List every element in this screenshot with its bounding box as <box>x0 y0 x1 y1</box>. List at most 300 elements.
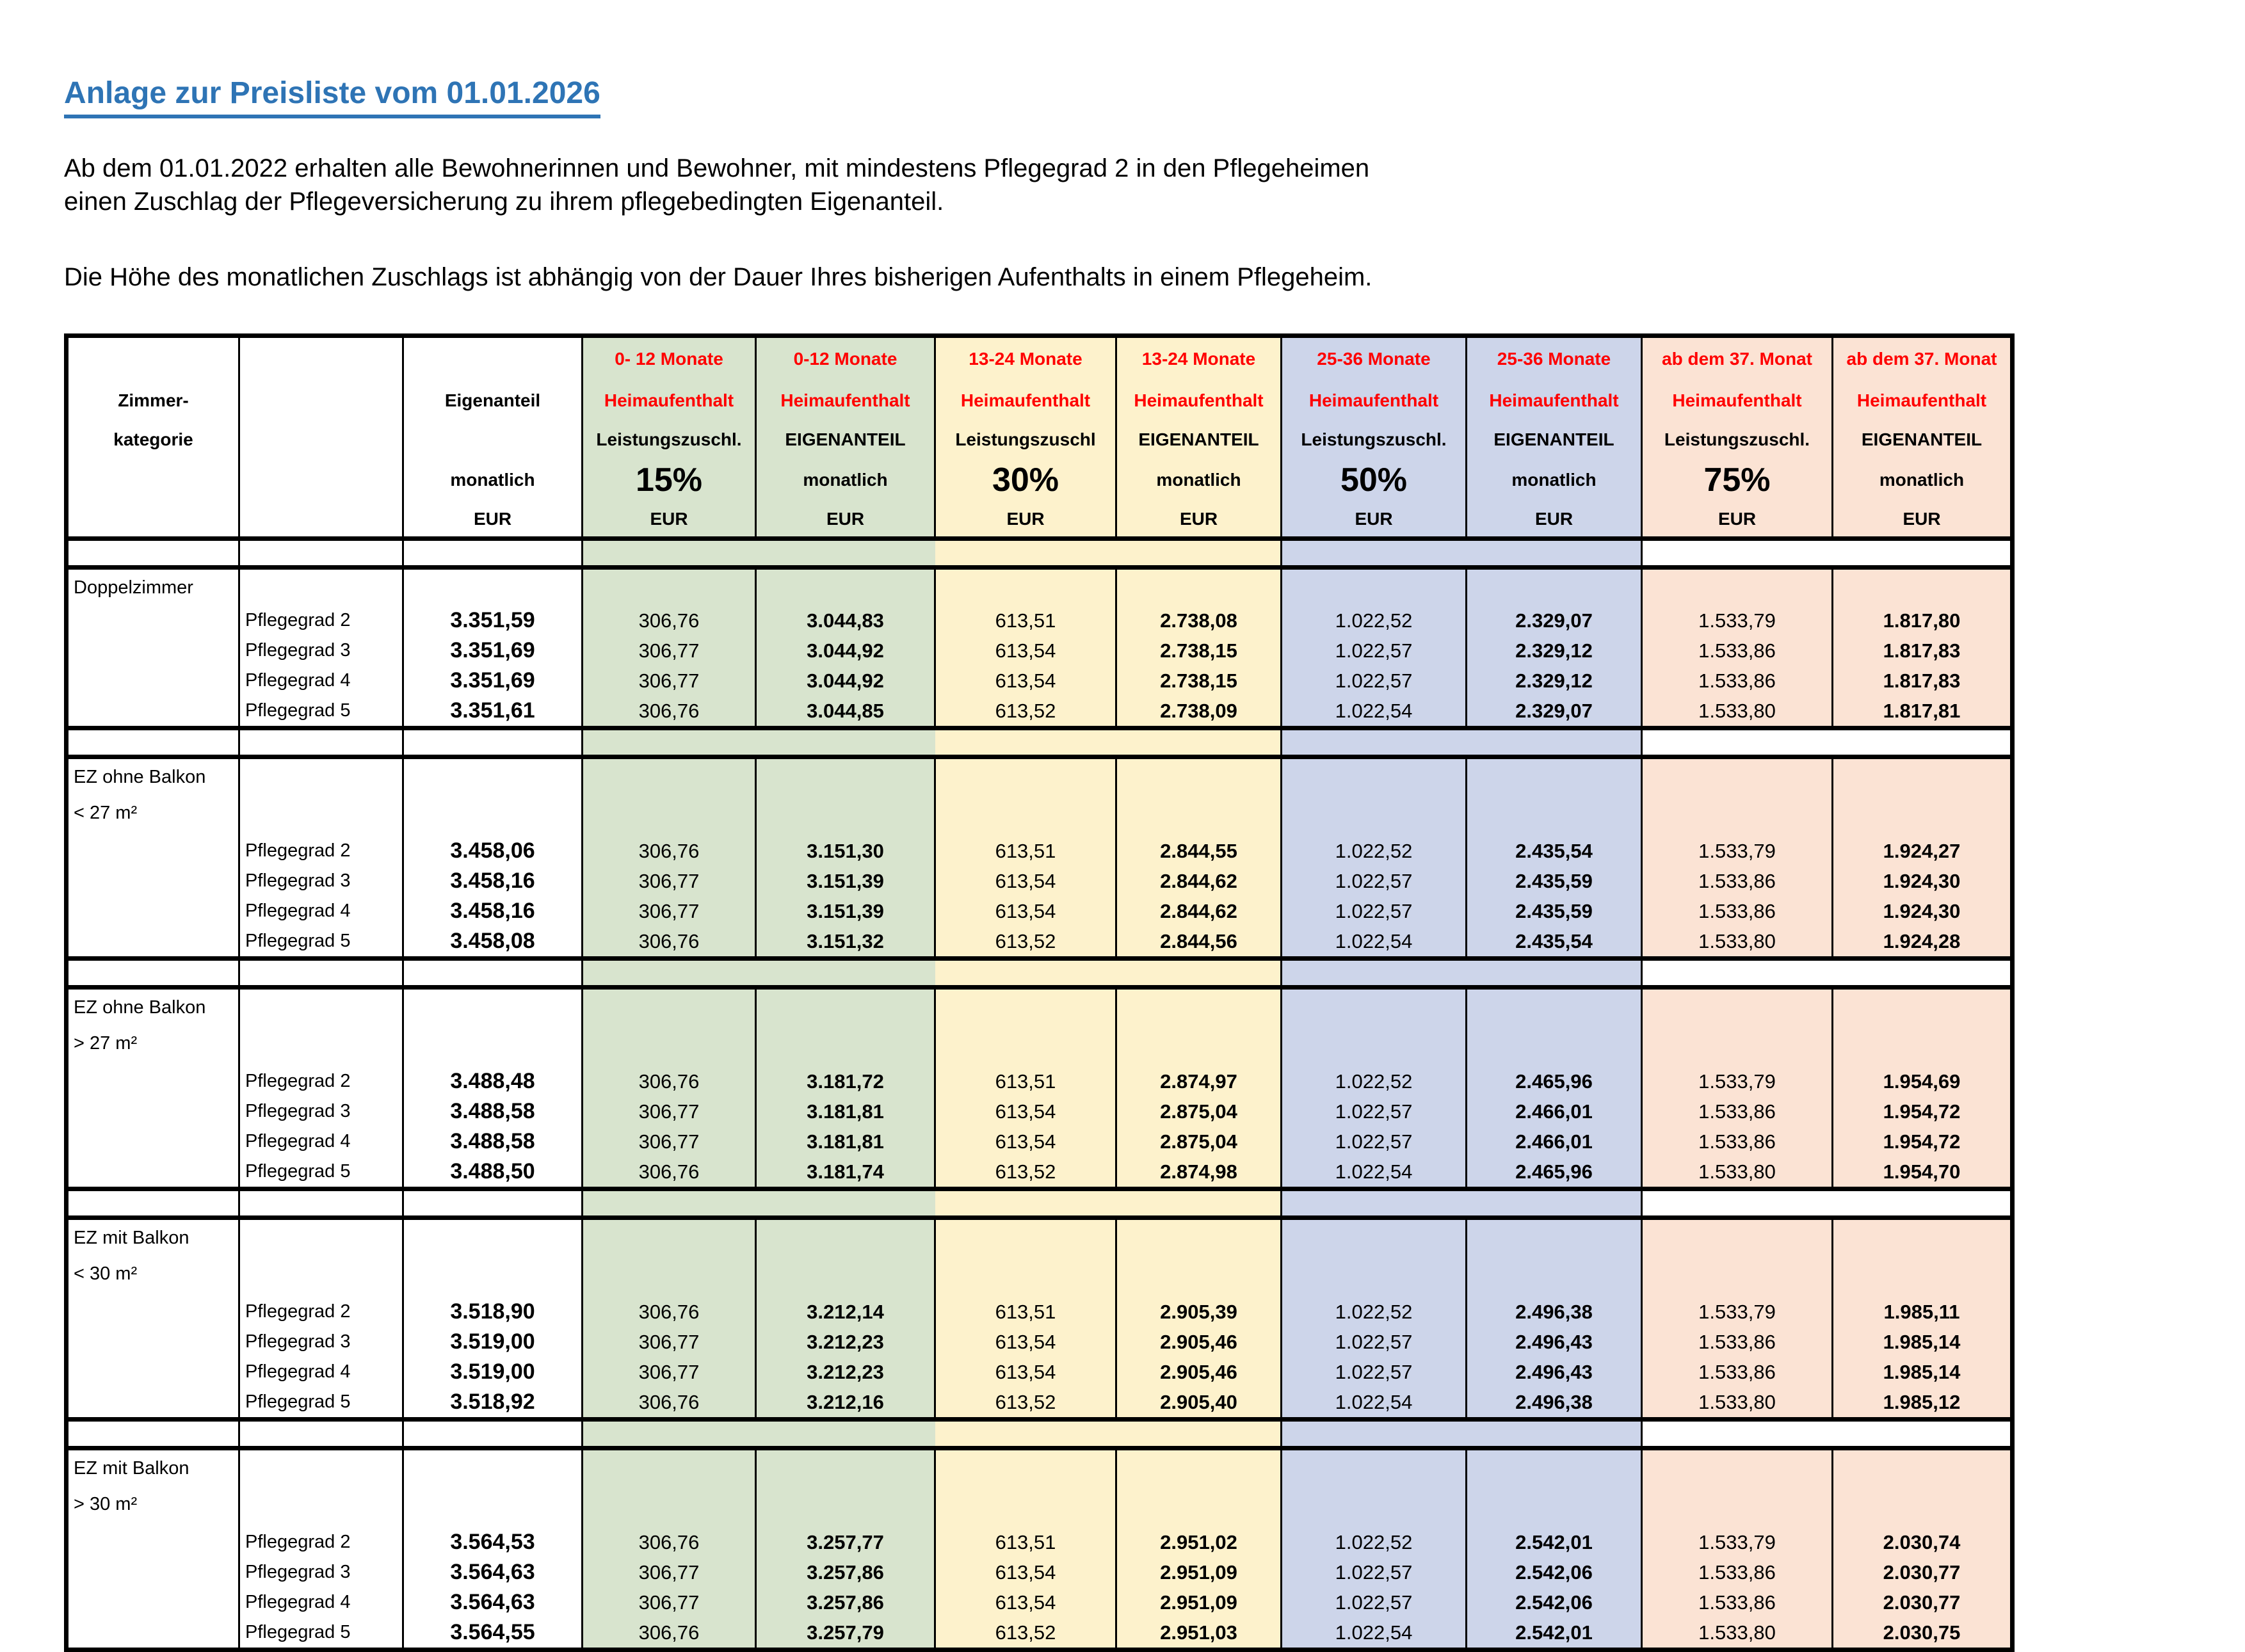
header-cell-grid <box>757 338 934 536</box>
pflegegrad-label: Pflegegrad 5 <box>245 700 351 721</box>
price-value: 2.844,62 <box>1160 900 1237 922</box>
price-value: 613,52 <box>995 930 1056 952</box>
separator-cell <box>67 1420 239 1448</box>
pflegegrad-label: Pflegegrad 3 <box>245 870 351 891</box>
price-value: 1.022,57 <box>1335 1331 1413 1353</box>
price-value: 3.044,92 <box>807 639 884 662</box>
header-cell-col6 <box>935 336 1116 539</box>
header-line-label: 13-24 Monate <box>1141 349 1256 369</box>
price-value: 2.030,74 <box>1883 1531 1961 1553</box>
separator-cell <box>67 539 239 568</box>
header-line-label: EIGENANTEIL <box>1493 429 1614 449</box>
header-line-label: monatlich <box>450 470 535 490</box>
header-line-label: Leistungszuschl. <box>1301 429 1447 449</box>
room-block-1 <box>67 568 2013 728</box>
room-category-label: EZ mit Balkon <box>74 1228 189 1248</box>
price-value: 306,76 <box>638 700 700 722</box>
values-cell-col9 <box>1467 988 1642 1189</box>
price-value: 2.951,02 <box>1160 1531 1237 1553</box>
price-value: 306,76 <box>638 1391 700 1413</box>
price-value: 2.496,43 <box>1515 1361 1593 1383</box>
price-value: 3.458,08 <box>450 929 535 953</box>
price-value: 306,77 <box>638 1361 700 1383</box>
price-value: 1.022,54 <box>1335 1160 1413 1183</box>
table-header-row <box>67 336 2013 539</box>
values-cell-col7 <box>1116 1218 1282 1420</box>
price-value: 306,76 <box>638 1301 700 1323</box>
values-cell-col9 <box>1467 1448 1642 1650</box>
values-cell-col11 <box>1833 757 2013 959</box>
separator-cell <box>239 1420 403 1448</box>
price-value: 2.738,15 <box>1160 670 1237 692</box>
price-value: 1.817,81 <box>1883 700 1961 722</box>
price-value: 3.151,39 <box>807 900 884 922</box>
price-value: 2.496,38 <box>1515 1391 1593 1413</box>
price-value: 3.212,16 <box>807 1391 884 1413</box>
price-table <box>64 333 2015 1652</box>
header-cell-grid <box>1833 338 2010 536</box>
price-value: 3.181,81 <box>807 1100 884 1123</box>
price-value: 2.951,03 <box>1160 1621 1237 1644</box>
separator-cell <box>67 728 239 757</box>
values-cell-col10 <box>1642 1218 1833 1420</box>
room-size-label: < 30 m² <box>74 1263 138 1284</box>
header-cell-col10 <box>1642 336 1833 539</box>
price-value: 3.351,59 <box>450 608 535 632</box>
price-value: 2.905,46 <box>1160 1361 1237 1383</box>
separator-cell <box>1642 539 2013 568</box>
header-percentage-label: 50% <box>1340 461 1408 499</box>
separator-cell <box>935 1189 1282 1218</box>
header-cell-col5 <box>756 336 935 539</box>
price-value: 2.542,06 <box>1515 1591 1593 1614</box>
price-value: 1.533,79 <box>1698 609 1776 632</box>
header-line-label: Heimaufenthalt <box>1134 390 1264 410</box>
values-cell-col3 <box>403 988 583 1189</box>
price-value: 1.022,52 <box>1335 609 1413 632</box>
category-cell <box>67 757 239 959</box>
price-value: 2.329,07 <box>1515 609 1593 632</box>
header-line-label: Leistungszuschl <box>955 429 1096 449</box>
pflegegrad-label: Pflegegrad 5 <box>245 1622 351 1642</box>
price-value: 1.954,70 <box>1883 1160 1961 1183</box>
header-line-label: Zimmer- <box>118 390 189 410</box>
header-line-label: EUR <box>1534 509 1573 529</box>
price-value: 1.533,79 <box>1698 1531 1776 1553</box>
category-cell <box>67 1448 239 1650</box>
grade-cell <box>239 1448 403 1650</box>
price-value: 1.924,27 <box>1883 840 1961 862</box>
price-value: 2.329,12 <box>1515 670 1593 692</box>
price-value: 3.044,92 <box>807 670 884 692</box>
price-value: 613,51 <box>995 1531 1056 1553</box>
header-cell-col4 <box>583 336 756 539</box>
pflegegrad-label: Pflegegrad 3 <box>245 640 351 661</box>
pflegegrad-label: Pflegegrad 4 <box>245 1592 351 1612</box>
price-value: 2.905,40 <box>1160 1391 1237 1413</box>
separator-cell <box>583 1189 935 1218</box>
price-value: 3.151,30 <box>807 840 884 862</box>
price-value: 1.533,86 <box>1698 670 1776 692</box>
price-value: 1.022,57 <box>1335 1561 1413 1584</box>
separator-cell <box>1282 1420 1642 1448</box>
price-value: 2.875,04 <box>1160 1100 1237 1123</box>
values-cell-col11 <box>1833 1218 2013 1420</box>
header-cell-grid <box>68 338 238 536</box>
separator-cell <box>1642 728 2013 757</box>
price-value: 2.466,01 <box>1515 1130 1593 1153</box>
grade-cell <box>239 757 403 959</box>
header-line-label: 25-36 Monate <box>1317 349 1431 369</box>
price-value: 1.022,54 <box>1335 930 1413 952</box>
header-line-label: ab dem 37. Monat <box>1662 349 1812 369</box>
price-value: 3.458,16 <box>450 899 535 923</box>
values-cell-col7 <box>1116 757 1282 959</box>
header-cell-grid <box>240 338 402 536</box>
header-line-label: EUR <box>1179 509 1218 529</box>
price-value: 1.985,11 <box>1883 1301 1960 1323</box>
price-value: 3.458,16 <box>450 869 535 893</box>
price-value: 613,52 <box>995 700 1056 722</box>
separator-cell <box>1282 539 1642 568</box>
intro-paragraph-2: Die Höhe des monatlichen Zuschlags ist abhängig von der Dauer Ihres bisherigen Aufenthalts in einem Pflegeheim. <box>64 263 1372 291</box>
price-value: 306,77 <box>638 900 700 922</box>
separator-cell <box>583 539 935 568</box>
price-value: 306,77 <box>638 670 700 692</box>
price-value: 306,76 <box>638 609 700 632</box>
values-cell-col9 <box>1467 568 1642 728</box>
values-cell-col4 <box>583 1448 756 1650</box>
grade-cell <box>239 568 403 728</box>
header-line-label: EUR <box>826 509 865 529</box>
separator-cell <box>583 1420 935 1448</box>
price-value: 1.924,28 <box>1883 930 1961 952</box>
intro-paragraph-1-line-1: Ab dem 01.01.2022 erhalten alle Bewohnerinnen und Bewohner, mit mindestens Pflegegrad 2 in den Pflegeheimen <box>64 154 1370 182</box>
price-value: 1.817,83 <box>1883 670 1961 692</box>
price-value: 1.985,12 <box>1883 1391 1961 1413</box>
price-value: 3.519,00 <box>450 1359 535 1384</box>
header-cell-grid <box>936 338 1115 536</box>
header-cell-grid <box>1282 338 1465 536</box>
separator-cell <box>1642 1420 2013 1448</box>
price-value: 1.533,80 <box>1698 1160 1776 1183</box>
price-value: 613,54 <box>995 639 1056 662</box>
header-line-label: ab dem 37. Monat <box>1846 349 1997 369</box>
header-line-label: Heimaufenthalt <box>1489 390 1619 410</box>
price-value: 1.022,57 <box>1335 670 1413 692</box>
price-value: 1.954,69 <box>1883 1070 1961 1093</box>
price-value: 613,54 <box>995 1331 1056 1353</box>
separator-cell <box>1642 1189 2013 1218</box>
pflegegrad-label: Pflegegrad 4 <box>245 901 351 921</box>
price-value: 1.533,79 <box>1698 1070 1776 1093</box>
price-value: 2.951,09 <box>1160 1561 1237 1584</box>
price-value: 3.518,92 <box>450 1390 535 1414</box>
separator-cell <box>935 539 1282 568</box>
header-line-label: 0- 12 Monate <box>615 349 723 369</box>
price-value: 3.351,61 <box>450 698 535 723</box>
pflegegrad-label: Pflegegrad 2 <box>245 1071 351 1091</box>
price-value: 3.257,86 <box>807 1561 884 1584</box>
header-cell-col2 <box>239 336 403 539</box>
price-value: 3.351,69 <box>450 668 535 693</box>
intro-paragraph-1 <box>64 152 2181 218</box>
separator-cell <box>67 1189 239 1218</box>
price-value: 1.022,57 <box>1335 1130 1413 1153</box>
price-value: 2.435,54 <box>1515 840 1593 862</box>
price-value: 3.564,63 <box>450 1560 535 1584</box>
values-cell-col9 <box>1467 757 1642 959</box>
pflegegrad-label: Pflegegrad 2 <box>245 1301 351 1322</box>
header-cell-col9 <box>1467 336 1642 539</box>
pflegegrad-label: Pflegegrad 2 <box>245 1532 351 1552</box>
price-value: 3.151,32 <box>807 930 884 952</box>
price-value: 306,77 <box>638 870 700 892</box>
separator-cell <box>239 1189 403 1218</box>
header-line-label: EUR <box>1006 509 1045 529</box>
room-size-label: > 27 m² <box>74 1033 138 1054</box>
separator-cell <box>1282 959 1642 988</box>
price-value: 2.542,01 <box>1515 1531 1593 1553</box>
values-cell-col6 <box>935 988 1116 1189</box>
header-line-label: Leistungszuschl. <box>1664 429 1810 449</box>
pflegegrad-label: Pflegegrad 4 <box>245 670 351 691</box>
category-cell <box>67 988 239 1189</box>
grade-cell <box>239 1218 403 1420</box>
values-cell-col4 <box>583 988 756 1189</box>
values-cell-col7 <box>1116 988 1282 1189</box>
values-cell-col5 <box>756 757 935 959</box>
price-value: 613,54 <box>995 870 1056 892</box>
values-cell-col5 <box>756 1448 935 1650</box>
header-line-label: EUR <box>473 509 512 529</box>
price-value: 2.738,09 <box>1160 700 1237 722</box>
price-value: 3.257,79 <box>807 1621 884 1644</box>
price-value: 3.488,48 <box>450 1069 535 1093</box>
price-value: 1.533,80 <box>1698 700 1776 722</box>
header-line-label: Heimaufenthalt <box>960 390 1091 410</box>
price-value: 2.329,12 <box>1515 639 1593 662</box>
price-value: 3.351,69 <box>450 638 535 662</box>
header-line-label: EIGENANTEIL <box>1861 429 1983 449</box>
price-value: 2.738,08 <box>1160 609 1237 632</box>
price-value: 1.533,79 <box>1698 840 1776 862</box>
pflegegrad-label: Pflegegrad 2 <box>245 840 351 861</box>
price-value: 613,54 <box>995 1591 1056 1614</box>
header-cell-col11 <box>1833 336 2013 539</box>
price-value: 1.533,86 <box>1698 900 1776 922</box>
header-line-label: 13-24 Monate <box>969 349 1082 369</box>
header-line-label: kategorie <box>113 429 193 449</box>
header-line-label: EUR <box>650 509 688 529</box>
intro-paragraph-1-line-2: einen Zuschlag der Pflegeversicherung zu ihrem pflegebedingten Eigenanteil. <box>64 188 944 216</box>
price-value: 2.844,56 <box>1160 930 1237 952</box>
price-value: 306,77 <box>638 1561 700 1584</box>
price-value: 1.533,79 <box>1698 1301 1776 1323</box>
price-value: 613,52 <box>995 1391 1056 1413</box>
header-cell-col1 <box>67 336 239 539</box>
header-line-label: EIGENANTEIL <box>785 429 906 449</box>
price-value: 3.458,06 <box>450 838 535 863</box>
price-value: 1.817,83 <box>1883 639 1961 662</box>
price-value: 613,52 <box>995 1621 1056 1644</box>
price-value: 306,76 <box>638 930 700 952</box>
header-line-label: Heimaufenthalt <box>1856 390 1987 410</box>
price-value: 613,54 <box>995 670 1056 692</box>
price-value: 306,76 <box>638 1160 700 1183</box>
price-value: 2.435,54 <box>1515 930 1593 952</box>
room-size-label: > 30 m² <box>74 1494 138 1514</box>
price-value: 3.257,86 <box>807 1591 884 1614</box>
price-value: 1.533,80 <box>1698 1621 1776 1644</box>
price-value: 2.844,62 <box>1160 870 1237 892</box>
price-value: 3.181,81 <box>807 1130 884 1153</box>
price-value: 613,52 <box>995 1160 1056 1183</box>
values-cell-col3 <box>403 568 583 728</box>
header-line-label: Heimaufenthalt <box>604 390 734 410</box>
price-value: 2.496,38 <box>1515 1301 1593 1323</box>
header-line-label: 25-36 Monate <box>1497 349 1611 369</box>
values-cell-col6 <box>935 568 1116 728</box>
separator-cell <box>239 539 403 568</box>
price-value: 1.022,54 <box>1335 1621 1413 1644</box>
room-category-label: EZ ohne Balkon <box>74 997 206 1018</box>
price-value: 613,51 <box>995 609 1056 632</box>
values-cell-col3 <box>403 1218 583 1420</box>
separator-cell <box>935 728 1282 757</box>
separator-cell <box>1282 1189 1642 1218</box>
price-value: 1.022,57 <box>1335 900 1413 922</box>
separator-cell <box>403 1420 583 1448</box>
separator-row-1 <box>67 728 2013 757</box>
price-value: 306,76 <box>638 1070 700 1093</box>
separator-cell <box>1642 959 2013 988</box>
values-cell-col4 <box>583 1218 756 1420</box>
price-value: 1.022,52 <box>1335 1070 1413 1093</box>
price-value: 306,76 <box>638 1531 700 1553</box>
price-value: 1.533,86 <box>1698 1331 1776 1353</box>
header-line-label: EUR <box>1355 509 1393 529</box>
header-line-label: Leistungszuschl. <box>596 429 742 449</box>
price-value: 1.533,86 <box>1698 1561 1776 1584</box>
price-value: 1.022,57 <box>1335 1591 1413 1614</box>
price-value: 2.874,98 <box>1160 1160 1237 1183</box>
price-value: 1.533,80 <box>1698 930 1776 952</box>
separator-cell <box>403 1189 583 1218</box>
price-value: 3.488,50 <box>450 1159 535 1183</box>
price-value: 1.022,52 <box>1335 1531 1413 1553</box>
values-cell-col8 <box>1282 757 1467 959</box>
separator-cell <box>403 728 583 757</box>
room-block-2 <box>67 757 2013 959</box>
price-value: 306,77 <box>638 1100 700 1123</box>
price-value: 2.030,77 <box>1883 1591 1961 1614</box>
separator-cell <box>935 1420 1282 1448</box>
price-value: 2.466,01 <box>1515 1100 1593 1123</box>
price-value: 306,77 <box>638 1591 700 1614</box>
values-cell-col11 <box>1833 568 2013 728</box>
header-line-label: EUR <box>1903 509 1941 529</box>
pflegegrad-label: Pflegegrad 5 <box>245 1391 351 1412</box>
price-value: 1.924,30 <box>1883 870 1961 892</box>
header-cell-col3 <box>403 336 583 539</box>
separator-cell <box>239 728 403 757</box>
price-value: 3.564,63 <box>450 1590 535 1614</box>
values-cell-col10 <box>1642 568 1833 728</box>
price-value: 3.181,72 <box>807 1070 884 1093</box>
header-line-label: EIGENANTEIL <box>1138 429 1259 449</box>
values-cell-col4 <box>583 757 756 959</box>
separator-row-3 <box>67 1189 2013 1218</box>
price-value: 1.533,80 <box>1698 1391 1776 1413</box>
price-value: 1.924,30 <box>1883 900 1961 922</box>
header-line-label: monatlich <box>1511 470 1597 490</box>
price-value: 2.329,07 <box>1515 700 1593 722</box>
values-cell-col10 <box>1642 757 1833 959</box>
room-category-label: Doppelzimmer <box>74 577 193 598</box>
values-cell-col3 <box>403 757 583 959</box>
values-cell-col6 <box>935 1448 1116 1650</box>
price-value: 1.533,86 <box>1698 639 1776 662</box>
price-value: 613,51 <box>995 840 1056 862</box>
values-cell-col4 <box>583 568 756 728</box>
pflegegrad-label: Pflegegrad 5 <box>245 1161 351 1182</box>
price-value: 2.465,96 <box>1515 1070 1593 1093</box>
header-line-label: Heimaufenthalt <box>780 390 910 410</box>
price-value: 3.564,53 <box>450 1530 535 1554</box>
separator-cell <box>583 959 935 988</box>
price-value: 613,51 <box>995 1070 1056 1093</box>
separator-cell <box>403 959 583 988</box>
values-cell-col10 <box>1642 988 1833 1189</box>
pflegegrad-label: Pflegegrad 2 <box>245 610 351 630</box>
header-percentage-label: 30% <box>992 461 1059 499</box>
price-value: 2.875,04 <box>1160 1130 1237 1153</box>
separator-cell <box>583 728 935 757</box>
price-value: 306,77 <box>638 639 700 662</box>
price-value: 2.435,59 <box>1515 900 1593 922</box>
price-value: 2.030,75 <box>1883 1621 1961 1644</box>
separator-row-4 <box>67 1420 2013 1448</box>
price-value: 2.905,46 <box>1160 1331 1237 1353</box>
price-value: 1.954,72 <box>1883 1130 1961 1153</box>
separator-cell <box>239 959 403 988</box>
values-cell-col9 <box>1467 1218 1642 1420</box>
separator-cell <box>403 539 583 568</box>
room-category-label: EZ mit Balkon <box>74 1458 189 1479</box>
values-cell-col7 <box>1116 568 1282 728</box>
price-value: 2.496,43 <box>1515 1331 1593 1353</box>
price-value: 2.844,55 <box>1160 840 1237 862</box>
header-cell-col7 <box>1116 336 1282 539</box>
price-value: 1.533,86 <box>1698 1361 1776 1383</box>
price-value: 613,54 <box>995 1130 1056 1153</box>
price-value: 2.738,15 <box>1160 639 1237 662</box>
header-cell-col8 <box>1282 336 1467 539</box>
price-value: 3.564,55 <box>450 1620 535 1644</box>
header-line-label: monatlich <box>1879 470 1965 490</box>
price-value: 1.022,52 <box>1335 840 1413 862</box>
pflegegrad-label: Pflegegrad 4 <box>245 1131 351 1151</box>
price-value: 3.044,83 <box>807 609 884 632</box>
price-value: 3.488,58 <box>450 1099 535 1123</box>
category-cell <box>67 1218 239 1420</box>
price-value: 613,51 <box>995 1301 1056 1323</box>
price-value: 1.533,86 <box>1698 1591 1776 1614</box>
price-value: 3.212,23 <box>807 1331 884 1353</box>
values-cell-col6 <box>935 1218 1116 1420</box>
price-value: 2.465,96 <box>1515 1160 1593 1183</box>
